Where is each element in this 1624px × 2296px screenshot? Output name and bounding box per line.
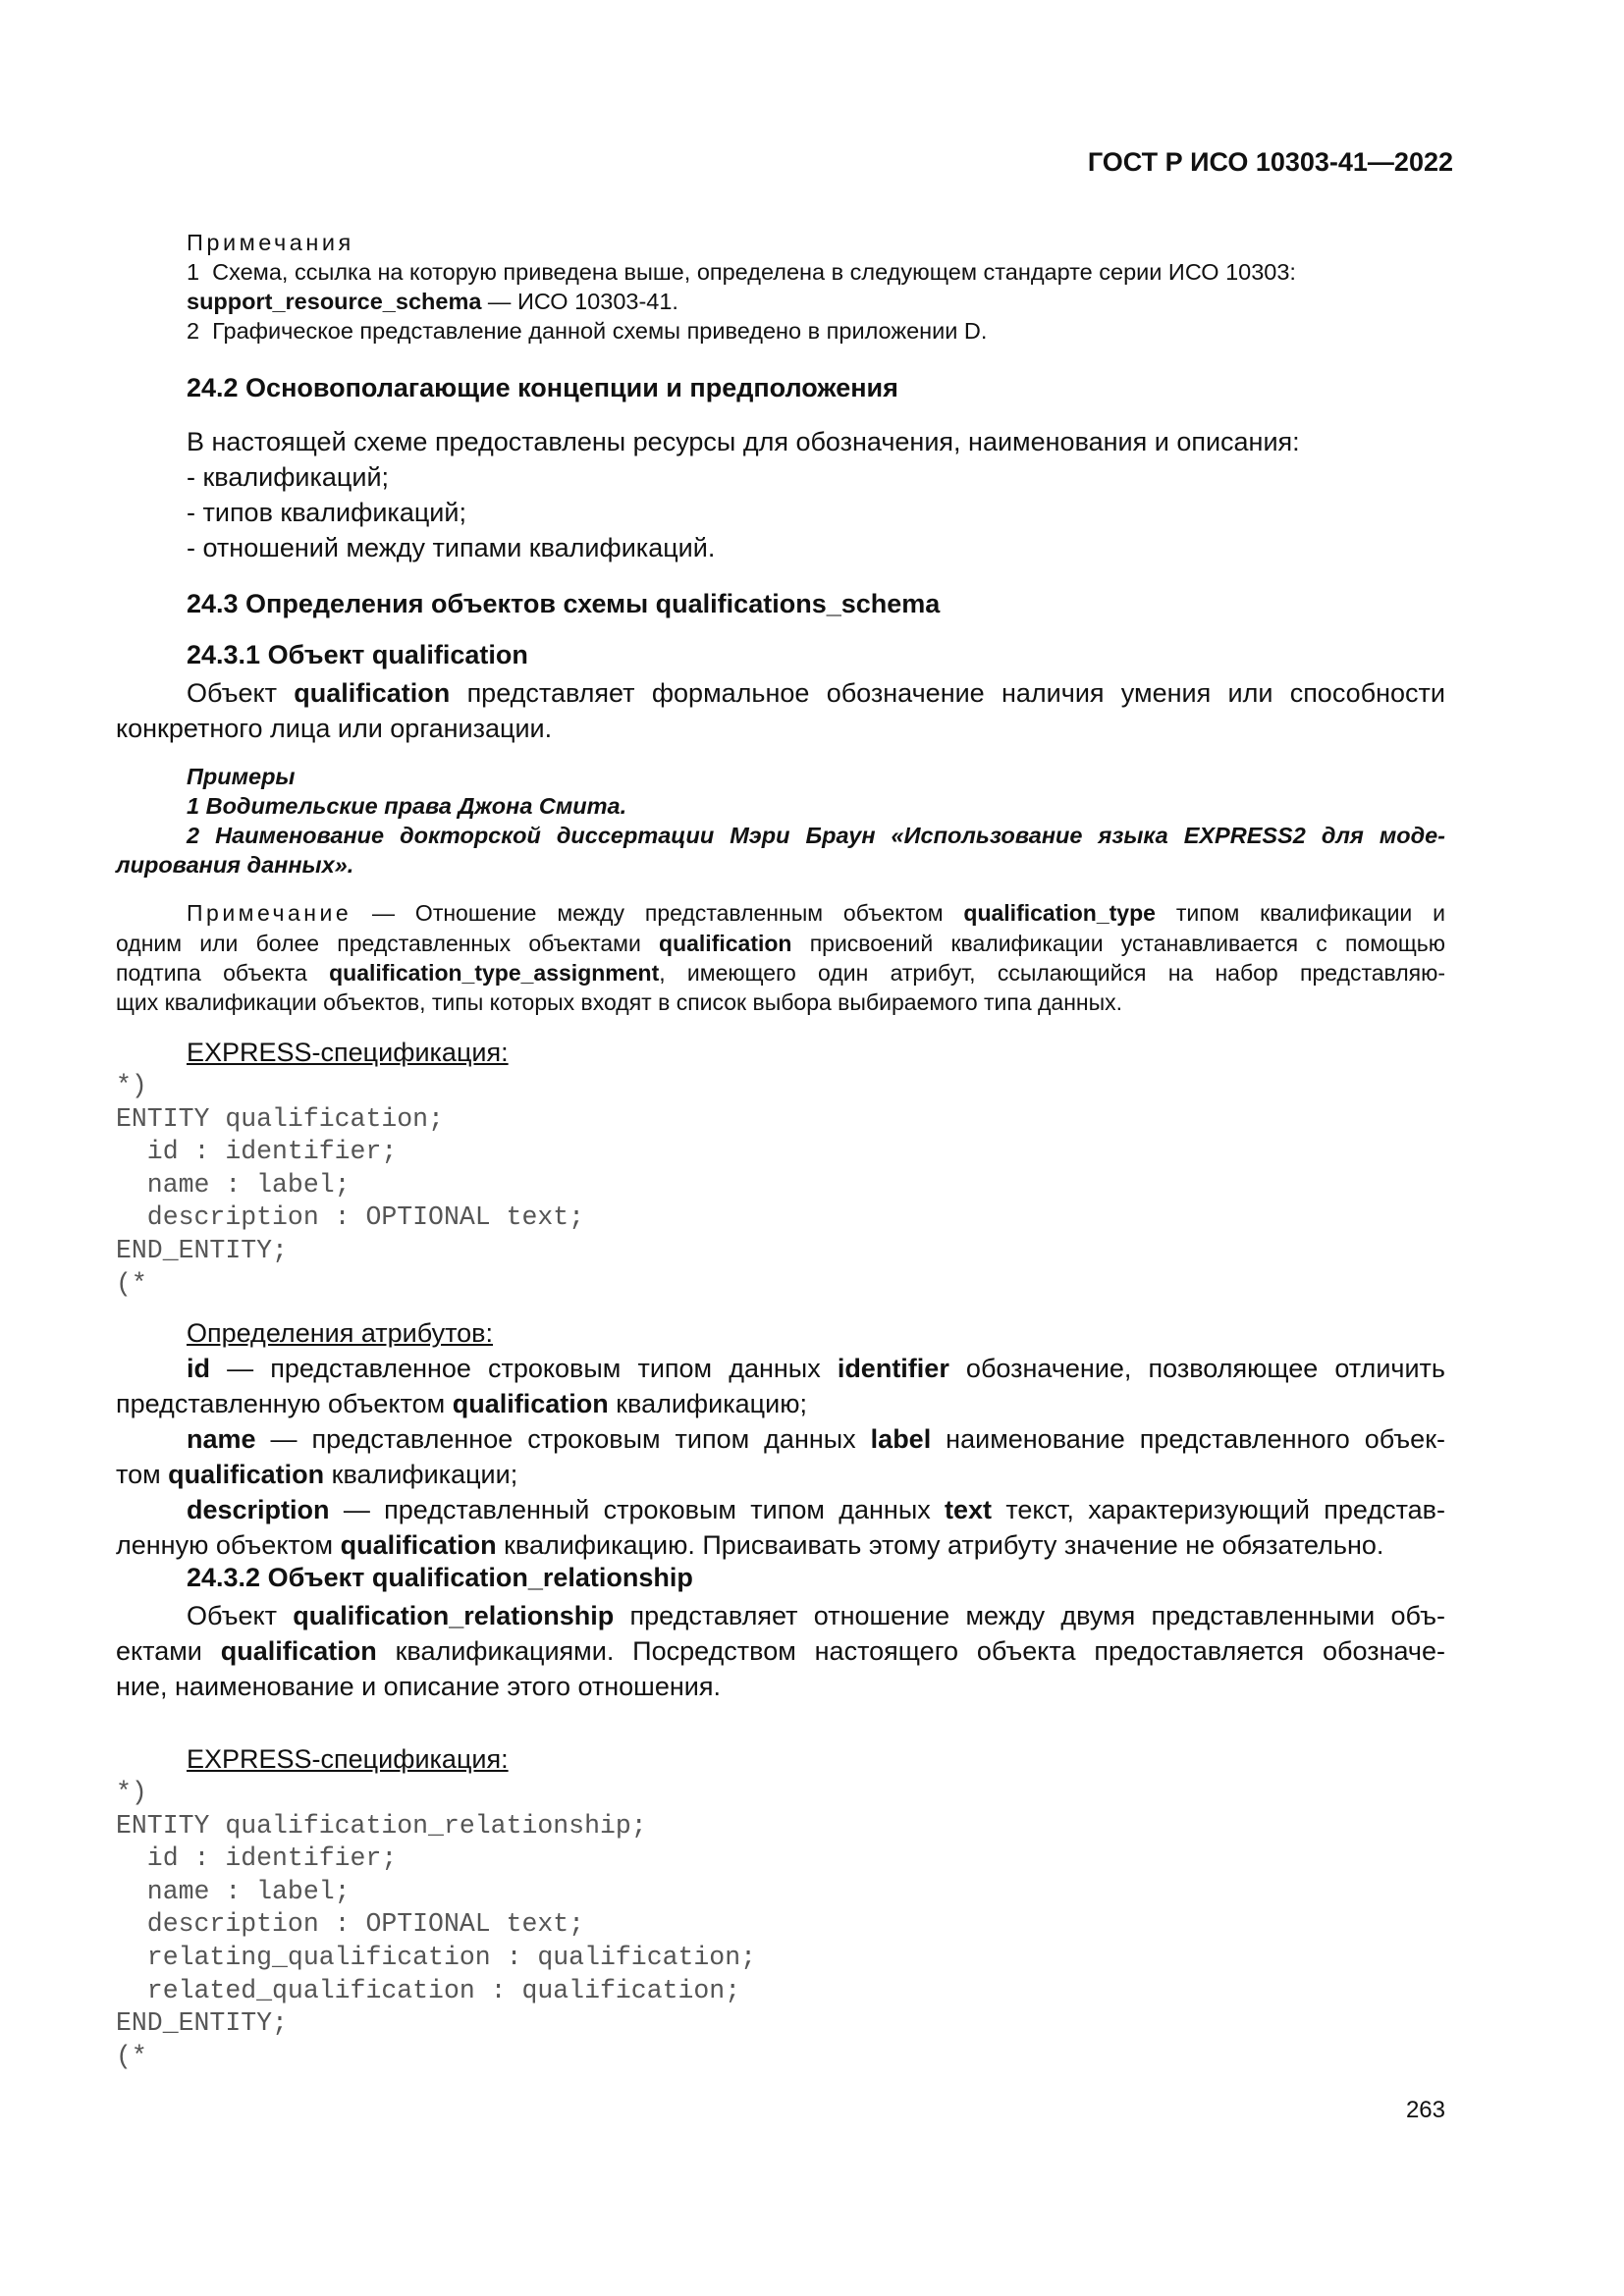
paragraph: Объект qualification представляет формальное обозначение наличия умения или способности <box>187 678 1445 708</box>
note-paragraph: Примечание — Отношение между представленным объектом qualification_type типом квалификации и <box>187 900 1446 926</box>
attr-description-definition-continued: ленную объектом qualification квалификацию. Присваивать этому атрибуту значение не обязательно. <box>116 1530 1384 1560</box>
note-paragraph-line: одним или более представленных объектами qualification присвоений квалификации устанавливается с помощью <box>116 931 1445 956</box>
section-24-2-heading: 24.2 Основополагающие концепции и предположения <box>187 373 898 402</box>
section-24-3-1-heading: 24.3.1 Объект qualification <box>187 640 528 669</box>
note-1: 1 Схема, ссылка на которую приведена выше, определена в следующем стандарте серии ИСО 10303: <box>187 259 1296 285</box>
express-spec-label: EXPRESS-спецификация: <box>187 1744 509 1774</box>
express-code-qualification: *) ENTITY qualification; id : identifier; name : label; description : OPTIONAL text; END_ENTITY; (* <box>116 1071 585 1299</box>
section-24-2-intro: В настоящей схеме предоставлены ресурсы для обозначения, наименования и описания: <box>187 427 1300 456</box>
note-paragraph-line: щих квалификации объектов, типы которых входят в список выбора выбираемого типа данных. <box>116 989 1123 1015</box>
schema-name: support_resource_schema <box>187 289 482 314</box>
paragraph-line: ние, наименование и описание этого отношения. <box>116 1672 721 1701</box>
document-code-header: ГОСТ Р ИСО 10303-41—2022 <box>1087 147 1453 177</box>
express-code-qualification-relationship: *) ENTITY qualification_relationship; id : identifier; name : label; description : OPTIONAL text; relating_qualification : qualification; related_qualification : qualification; END_ENTITY; (* <box>116 1778 757 2071</box>
example-2-continued: лирования данных». <box>116 852 354 878</box>
note-label: Примечание <box>187 900 352 926</box>
paragraph-line: ектами qualification квалификациями. Посредством настоящего объекта предоставляется обозначе- <box>116 1636 1445 1666</box>
paragraph: Объект qualification_relationship представляет отношение между двумя представленными объ- <box>187 1601 1445 1630</box>
paragraph-continued: конкретного лица или организации. <box>116 714 553 743</box>
page-number: 263 <box>1405 2097 1445 2123</box>
attr-description-definition: description — представленный строковым типом данных text текст, характеризующий представ- <box>187 1495 1445 1524</box>
attr-id-definition-continued: представленную объектом qualification квалификацию; <box>116 1389 807 1418</box>
example-1: 1 Водительские права Джона Смита. <box>187 793 627 819</box>
section-24-3-heading: 24.3 Определения объектов схемы qualifications_schema <box>187 589 941 618</box>
list-item: - отношений между типами квалификаций. <box>187 533 716 562</box>
list-item: - квалификаций; <box>187 462 390 492</box>
attr-name-definition-continued: том qualification квалификации; <box>116 1460 518 1489</box>
express-spec-label: EXPRESS-спецификация: <box>187 1038 509 1067</box>
note-1-continued: support_resource_schema — ИСО 10303-41. <box>187 289 678 314</box>
examples-title: Примеры <box>187 764 296 789</box>
attr-name-definition: name — представленное строковым типом данных label наименование представленного объек- <box>187 1424 1445 1454</box>
attr-id-definition: id — представленное строковым типом данных identifier обозначение, позволяющее отличить <box>187 1354 1445 1383</box>
note-paragraph-line: подтипа объекта qualification_type_assignment, имеющего один атрибут, ссылающийся на набор представляю- <box>116 960 1445 986</box>
example-2: 2 Наименование докторской диссертации Мэри Браун «Использование языка EXPRESS2 для моде- <box>187 823 1445 848</box>
attribute-definitions-label: Определения атрибутов: <box>187 1318 494 1348</box>
notes-title: Примечания <box>187 230 354 255</box>
note-2: 2 Графическое представление данной схемы приведено в приложении D. <box>187 318 988 344</box>
section-24-3-2-heading: 24.3.2 Объект qualification_relationship <box>187 1563 693 1592</box>
list-item: - типов квалификаций; <box>187 498 466 527</box>
